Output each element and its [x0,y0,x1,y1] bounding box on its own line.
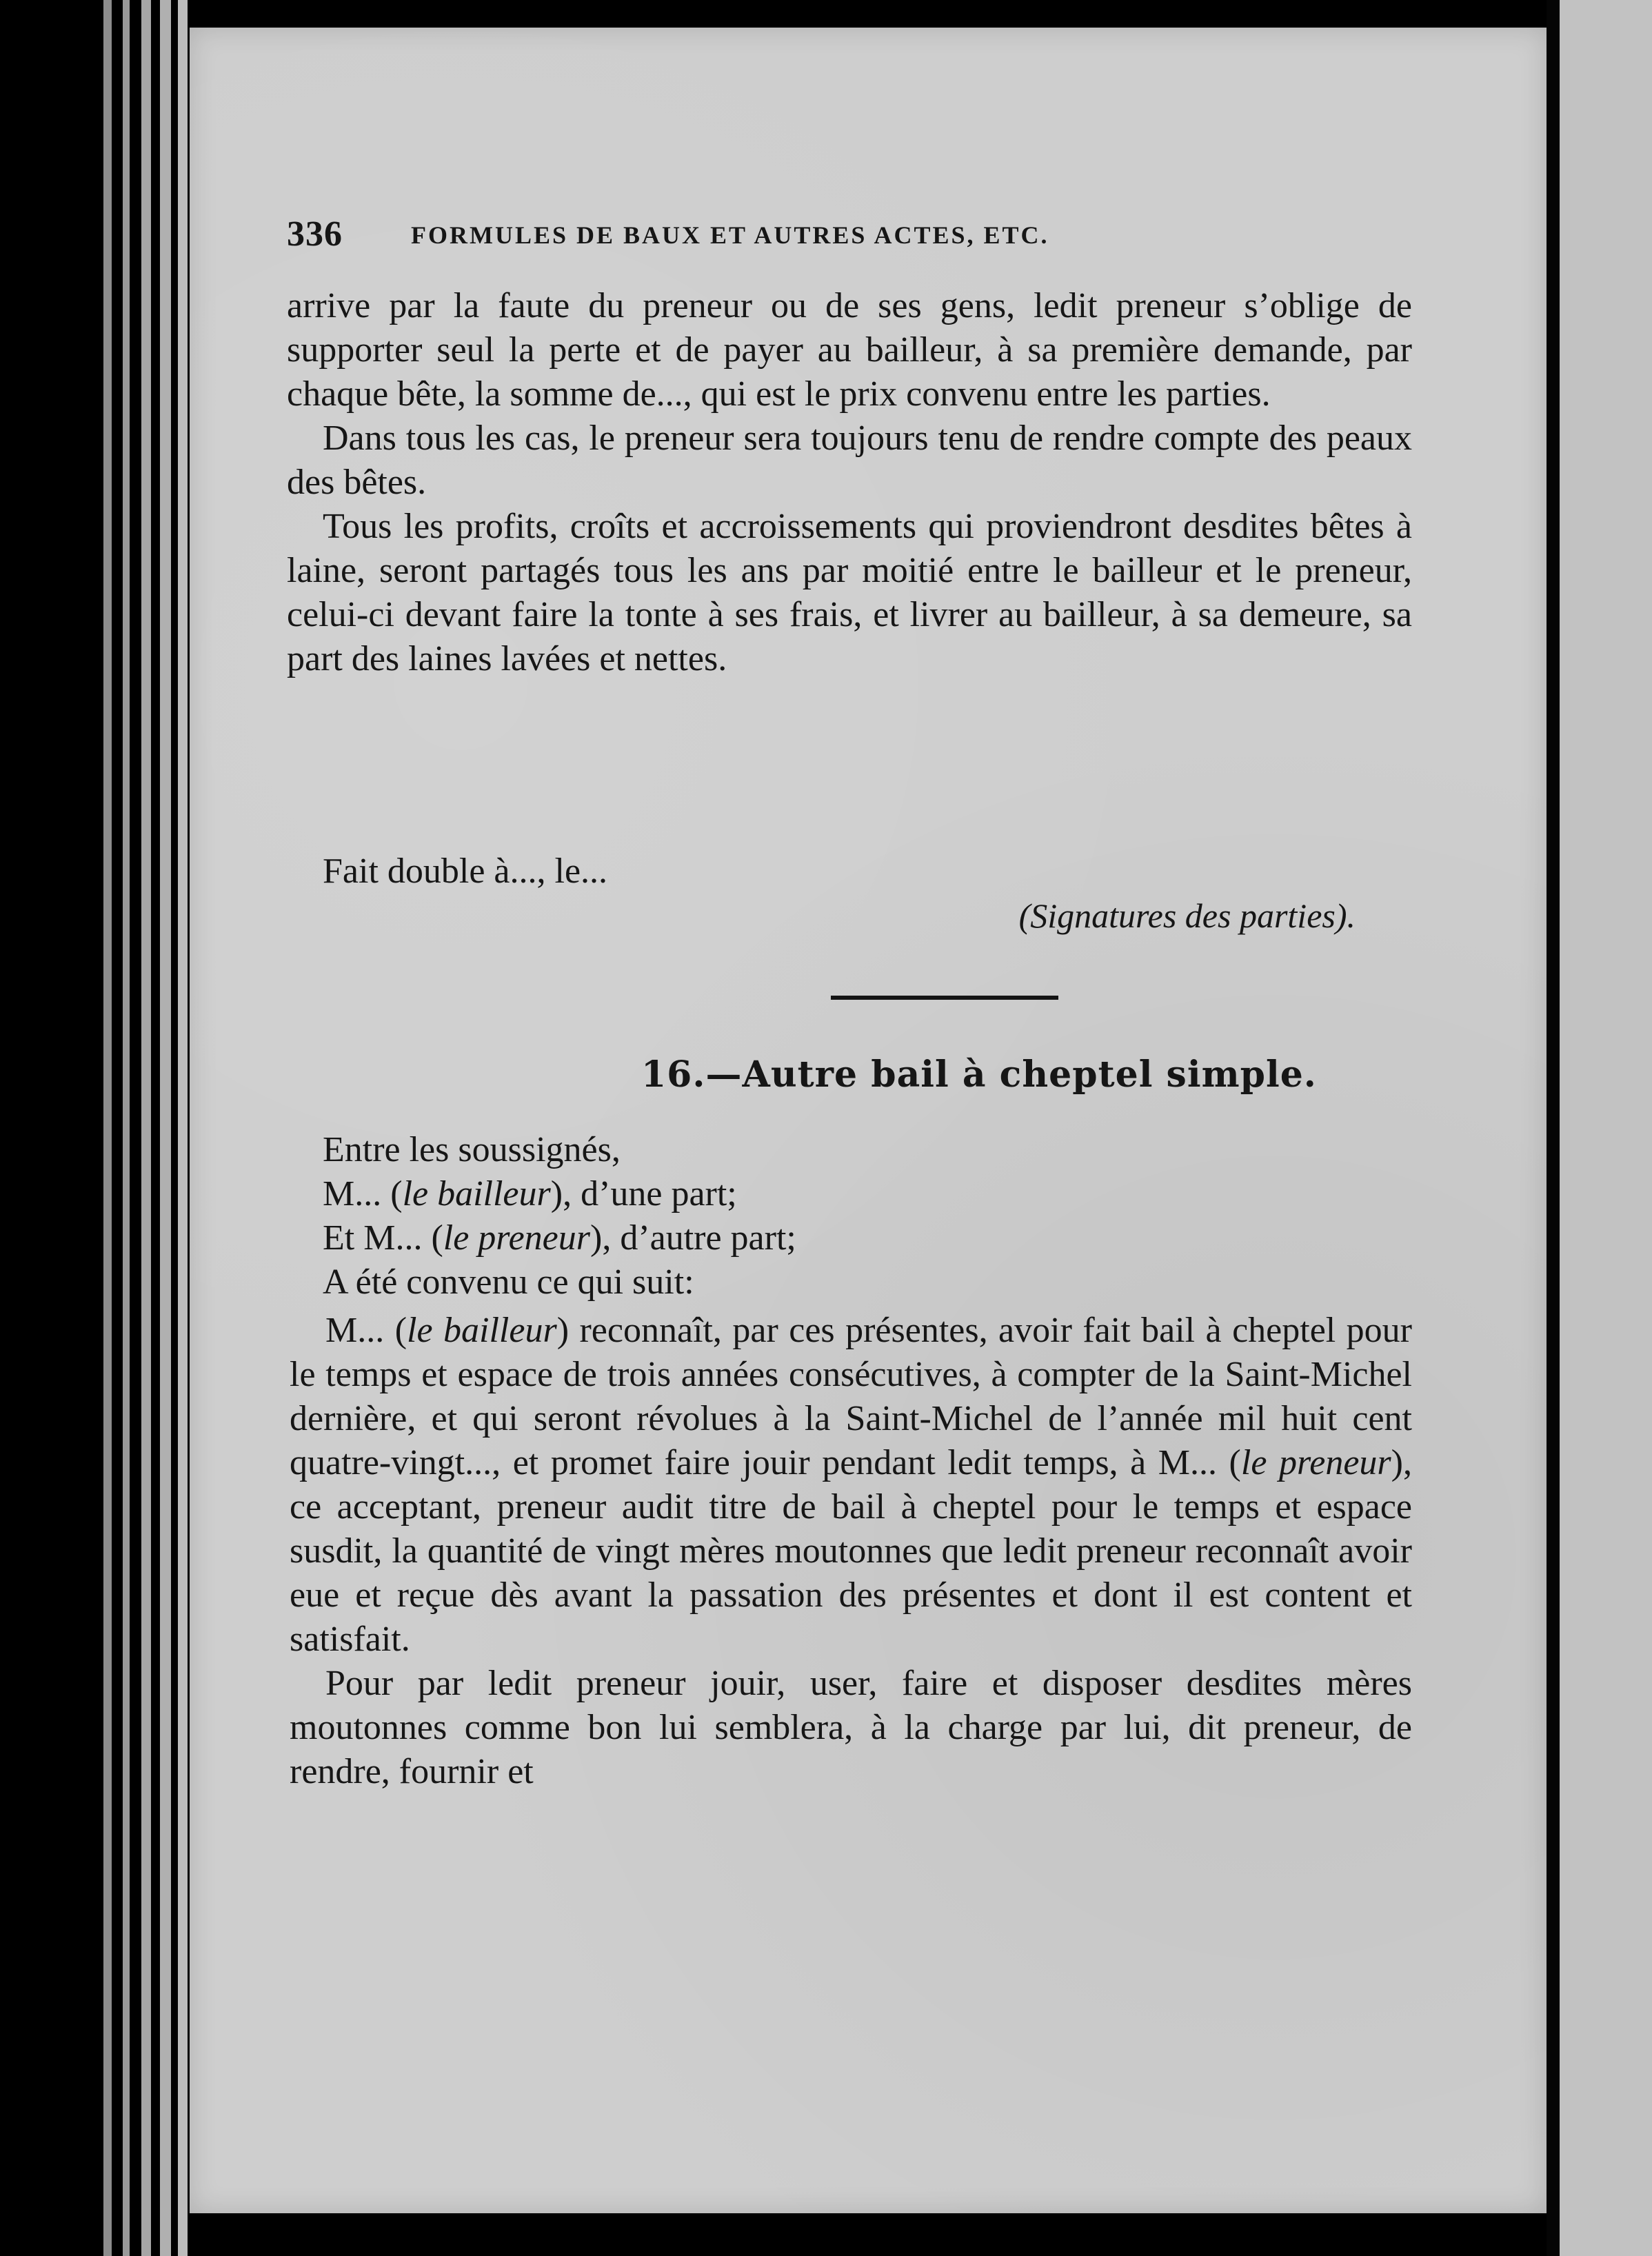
running-title: FORMULES DE BAUX ET AUTRES ACTES, ETC. [411,221,1049,249]
party-lessee: Et M... (le preneur), d’autre part; [323,1218,796,1258]
book-gutter [1547,0,1560,2256]
page-number: 336 [287,214,343,254]
paragraph: M... (le bailleur) reconnaît, par ces présentes, avoir fait bail à cheptel pour le temps et espace de trois années consécutives, à compter de la Saint-Michel dernière, et qui seront révolues à la Saint-Michel de l’année mil huit cent quatre-vingt..., et promet faire jouir pendant ledit temps, à M... (le preneur), ce acceptant, preneur audit titre de bail à cheptel pour le temps et espace susdit, la quantité de vingt mères moutonnes que ledit preneur reconnaît avoir eue et reçue dès avant la passation des présentes et dont il est content et satisfait. [290,1311,1413,1659]
page-edge [141,0,151,2256]
party-lessor: M... (le bailleur), d’une part; [323,1174,737,1213]
page-edge [178,0,188,2256]
role-lessee: le preneur [443,1218,590,1258]
section-heading: 16.—Autre bail à cheptel simple. [641,1054,1317,1096]
section-divider [831,996,1058,1000]
page-edge [160,0,171,2256]
running-header [287,214,1300,255]
paragraph: arrive par la faute du preneur ou de ses gens, ledit preneur s’oblige de supporter seul la perte et de payer au bailleur, à sa première demande, par chaque bête, la somme de..., qui est le prix convenu entre les parties. [287,286,1412,414]
body-text-continuation [287,284,1412,681]
parties-block [323,1128,796,1305]
facing-page-edge [1560,0,1652,2256]
agreement-intro: A été convenu ce qui suit: [323,1262,694,1302]
body-text-lease [290,1309,1412,1794]
page-edge [103,0,112,2256]
signatures-line: (Signatures des parties). [1018,896,1356,935]
paragraph: Dans tous les cas, le preneur sera toujours tenu de rendre compte des peaux des bêtes. [287,419,1412,502]
place-date-line: Fait double à..., le... [323,852,608,891]
page-edge [123,0,130,2256]
role-lessor: le bailleur [402,1174,551,1213]
parties-intro: Entre les soussignés, [323,1130,621,1169]
paragraph: Pour par ledit preneur jouir, user, faire et disposer desdites mères moutonnes comme bon lui semblera, à la charge par lui, dit preneur, de rendre, fournir et [290,1664,1412,1791]
paragraph: Tous les profits, croîts et accroissements qui proviendront desdites bêtes à laine, seront partagés tous les ans par moitié entre le bailleur et le preneur, celui-ci devant faire la tonte à ses frais, et livrer au bailleur, à sa demeure, sa part des laines lavées et nettes. [287,507,1412,678]
